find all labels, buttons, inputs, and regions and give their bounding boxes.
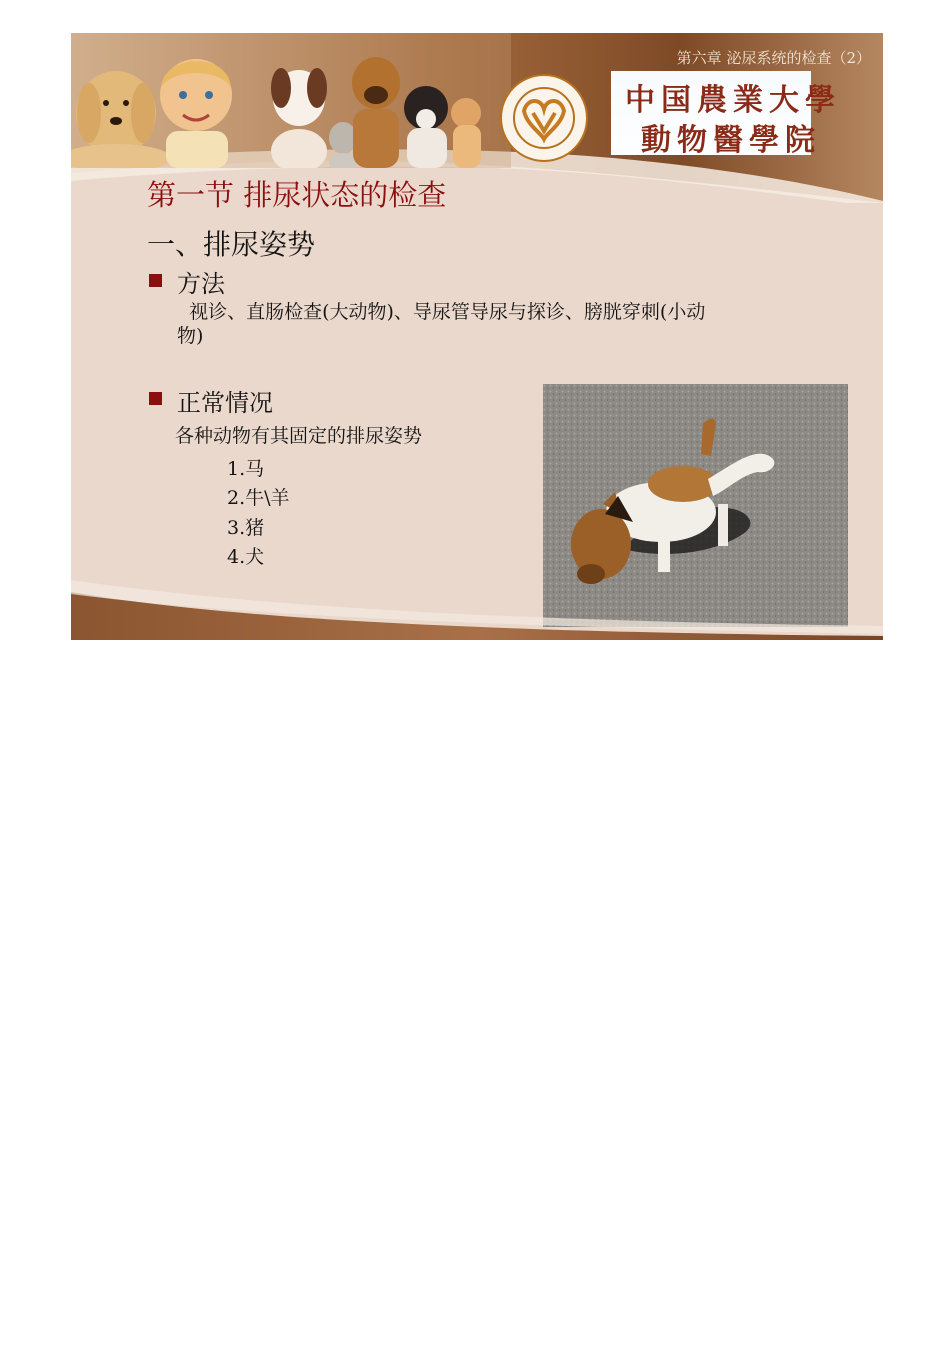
footer-band [71,580,883,640]
section-title: 第一节 排尿状态的检查 [147,178,447,212]
pets-banner-image [71,33,511,168]
school-emblem-icon [499,73,589,163]
method-text-line1: 视诊、直肠检查(大动物)、导尿管导尿与探诊、膀胱穿刺(小动 [177,301,706,323]
slide [71,33,883,640]
list-item: 1.马 [227,458,265,480]
chapter-title: 第六章 泌尿系统的检查（2） [676,49,871,67]
school-name-logo [611,71,841,158]
normal-label: 正常情况 [177,389,273,417]
list-item: 4.犬 [227,546,265,568]
bullet-square-icon [149,392,162,405]
list-item: 3.猪 [227,517,265,539]
normal-intro: 各种动物有其固定的排尿姿势 [175,425,423,447]
bullet-square-icon [149,274,162,287]
method-text-line2: 物) [177,325,204,347]
method-label: 方法 [177,270,225,298]
sub-heading: 一、排尿姿势 [147,228,316,261]
list-item: 2.牛\羊 [227,487,290,509]
school-name-line1: 中国農業大學 [625,83,841,118]
school-name-line2: 動物醫學院 [641,123,821,158]
